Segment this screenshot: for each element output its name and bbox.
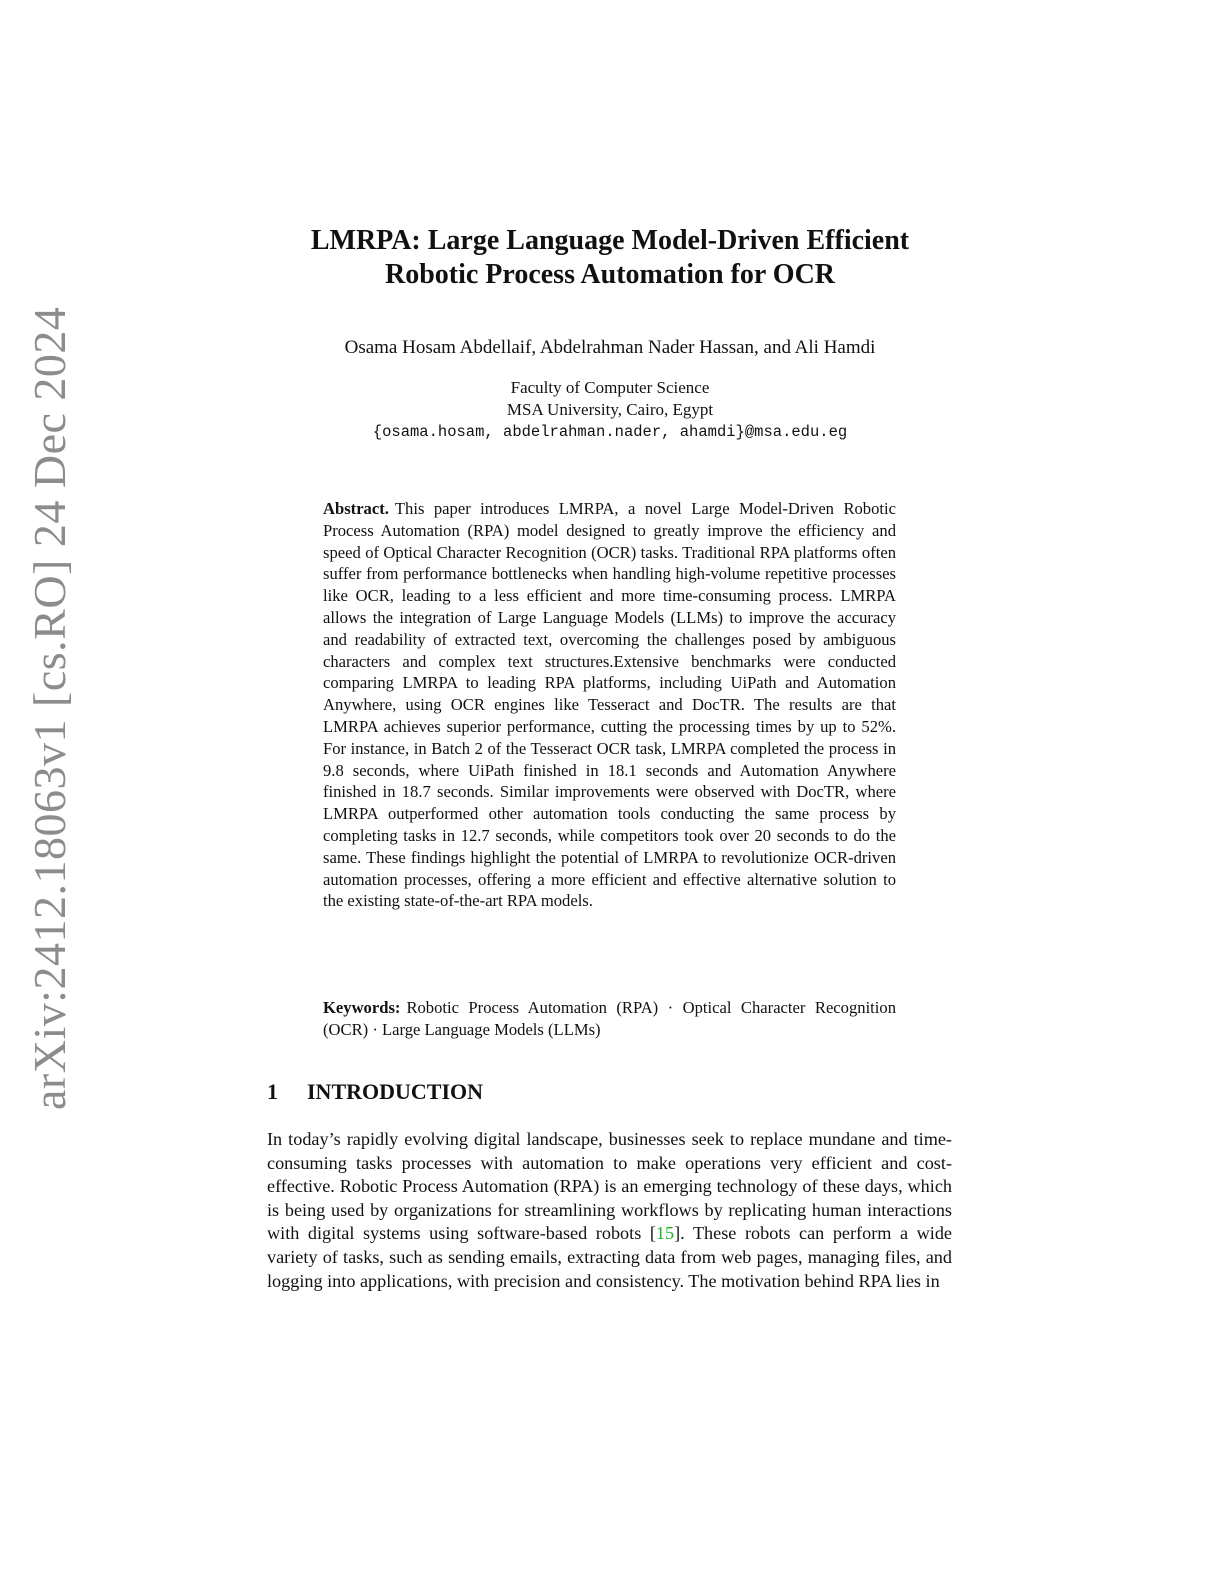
abstract xyxy=(323,498,896,912)
section-heading-introduction xyxy=(267,1078,957,1106)
keywords xyxy=(323,997,896,1041)
intro-text-part-1: In today’s rapidly evolving digital landscape, businesses seek to replace mundane and time-consuming tasks processes with automation to make operations very efficient and cost-effective. Robotic Process Automation (RPA) is an emerging technology of these days, which is being used by organizations for streamlining workflows by replicating human interactions with digital systems using software-based robots [ xyxy=(267,1129,952,1244)
paper-title-line-2: Robotic Process Automation for OCR xyxy=(384,259,836,290)
intro-text-part-2: ]. These robots can perform a wide variety of tasks, such as sending emails, extracting data from web pages, managing files, and logging into applications, with precision and consistency. The motivation behind RPA lies in xyxy=(267,1223,952,1291)
affiliation-university: MSA University, Cairo, Egypt xyxy=(506,400,714,419)
keywords-label: Keywords: xyxy=(323,998,401,1017)
affiliation-block xyxy=(230,377,990,443)
author-emails: {osama.hosam, abdelrahman.nader, ahamdi}@msa.edu.eg xyxy=(372,423,848,441)
section-title: INTRODUCTION xyxy=(307,1079,484,1104)
citation-link-15[interactable]: 15 xyxy=(655,1223,675,1244)
abstract-label: Abstract. xyxy=(323,499,389,518)
author-list: Osama Hosam Abdellaif, Abdelrahman Nader Hassan, and Ali Hamdi xyxy=(344,337,876,358)
affiliation-faculty: Faculty of Computer Science xyxy=(510,378,710,397)
abstract-text: This paper introduces LMRPA, a novel Large Model-Driven Robotic Process Automation (RPA) model designed to greatly improve the efficiency and speed of Optical Character Recognition (OCR) tasks. Traditional RPA platforms often suffer from performance bottlenecks when handling high-volume repetitive processes like OCR, leading to a less efficient and more time-consuming process. LMRPA allows the integration of Large Language Models (LLMs) to improve the accuracy and readability of extracted text, overcoming the challenges posed by ambiguous characters and complex text structures.Extensive benchmarks were conducted comparing LMRPA to leading RPA platforms, including UiPath and Automation Anywhere, using OCR engines like Tesseract and DocTR. The results are that LMRPA achieves superior performance, cutting the processing times by up to 52%. For instance, in Batch 2 of the Tesseract OCR task, LMRPA completed the process in 9.8 seconds, where UiPath finished in 18.1 seconds and Automation Anywhere finished in 18.7 seconds. Similar improvements were observed with DocTR, where LMRPA outperformed other automation tools conducting the same process by completing tasks in 12.7 seconds, while competitors took over 20 seconds to do the same. These findings highlight the potential of LMRPA to revolutionize OCR-driven automation processes, offering a more efficient and effective alternative solution to the existing state-of-the-art RPA models. xyxy=(323,499,896,911)
section-number: 1 xyxy=(267,1079,278,1104)
keywords-text: Robotic Process Automation (RPA) · Optical Character Recognition (OCR) · Large Language Models (LLMs) xyxy=(323,998,896,1039)
paper-title-line-1: LMRPA: Large Language Model-Driven Efficient xyxy=(310,225,910,256)
arxiv-identifier-stamp: arXiv:2412.18063v1 [cs.RO] 24 Dec 2024 xyxy=(24,306,75,1110)
paper-title xyxy=(230,224,990,292)
introduction-paragraph xyxy=(267,1128,952,1293)
